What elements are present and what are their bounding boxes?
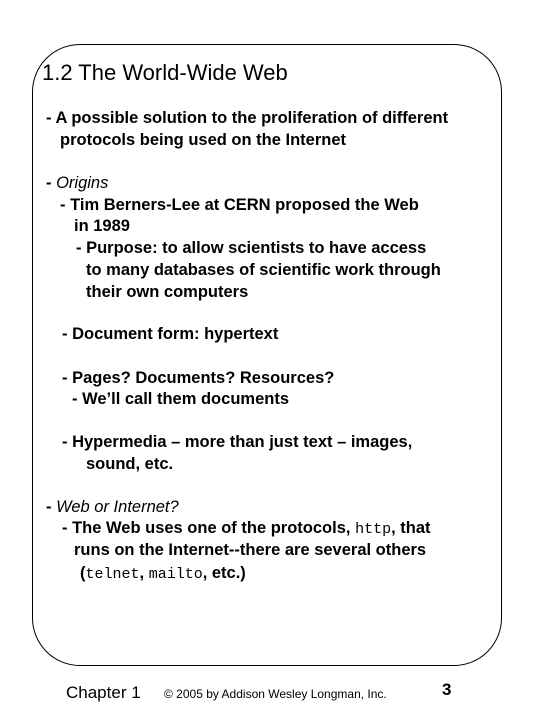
document-form-line: - Document form: hypertext: [62, 325, 279, 343]
footer-copyright: © 2005 by Addison Wesley Longman, Inc.: [164, 687, 387, 701]
footer-page-number: 3: [442, 680, 452, 699]
http-code: http: [355, 521, 392, 538]
origins-dash: -: [46, 174, 57, 192]
web-line-3-open: (: [80, 564, 86, 582]
web-or-internet-dash: -: [46, 498, 57, 516]
tbl-line-2: in 1989: [74, 217, 130, 235]
purpose-line-2: to many databases of scientific work through: [86, 261, 441, 279]
web-or-internet-heading: [46, 497, 179, 517]
intro-line-2: protocols being used on the Internet: [60, 131, 347, 149]
web-line-3: [80, 563, 246, 585]
hypermedia-line-2: sound, etc.: [86, 455, 174, 473]
web-line-3-close: , etc.): [202, 564, 246, 582]
hypermedia-line-1: - Hypermedia – more than just text – images,: [62, 433, 413, 451]
footer-chapter: Chapter 1: [66, 683, 141, 702]
web-or-internet-label: Web or Internet?: [56, 498, 179, 516]
origins-heading: [46, 173, 108, 193]
web-line-2: runs on the Internet--there are several others: [74, 541, 427, 559]
slide-title: 1.2 The World-Wide Web: [42, 60, 288, 85]
telnet-code: telnet: [85, 566, 140, 583]
tbl-line-1: - Tim Berners-Lee at CERN proposed the Web: [60, 196, 419, 214]
web-line-1-text-b: , that: [391, 519, 431, 537]
origins-label: Origins: [56, 174, 109, 192]
call-them-line: - We’ll call them documents: [72, 390, 289, 408]
mailto-code: mailto: [148, 566, 203, 583]
web-line-1: [62, 518, 431, 540]
intro-line-1: - A possible solution to the proliferation of different: [46, 109, 449, 127]
web-line-1-text-a: - The Web uses one of the protocols,: [62, 519, 356, 537]
purpose-line-3: their own computers: [86, 283, 249, 301]
pages-line: - Pages? Documents? Resources?: [62, 369, 335, 387]
web-line-3-separator: ,: [139, 564, 149, 582]
purpose-line-1: - Purpose: to allow scientists to have access: [76, 239, 427, 257]
